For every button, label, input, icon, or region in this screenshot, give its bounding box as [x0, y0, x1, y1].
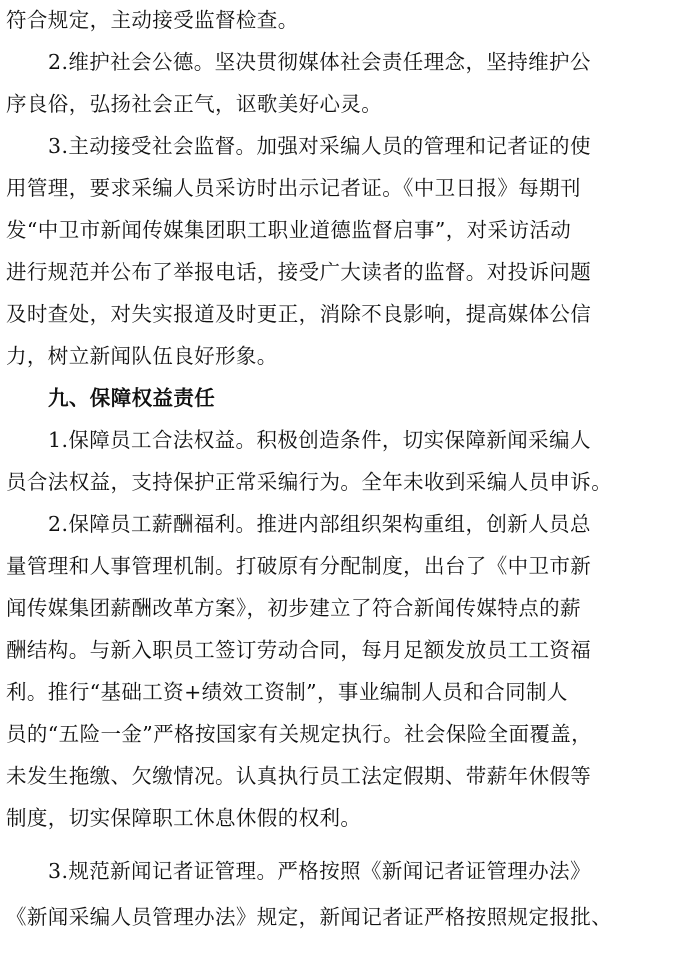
paragraph-line-2: 2.维护社会公德。坚决贯彻媒体社会责任理念，坚持维护公: [48, 50, 591, 74]
text-line-6: 发“中卫市新闻传媒集团职工职业道德监督启事”，对采访活动: [6, 218, 572, 242]
text-line-19: 未发生拖缴、欠缴情况。认真执行员工法定假期、带薪年休假等: [6, 764, 592, 788]
text-line-7: 进行规范并公布了举报电话，接受广大读者的监督。对投诉问题: [6, 260, 592, 284]
text-line-16: 酬结构。与新入职员工签订劳动合同，每月足额发放员工工资福: [6, 638, 592, 662]
paragraph-line-13: 2.保障员工薪酬福利。推进内部组织架构重组，创新人员总: [48, 512, 591, 536]
text-line-22: 《新闻采编人员管理办法》规定，新闻记者证严格按照规定报批、: [6, 905, 613, 929]
text-line-20: 制度，切实保障职工休息休假的权利。: [6, 806, 362, 830]
text-line-17: 利。推行“基础工资+绩效工资制”，事业编制人员和合同制人: [6, 680, 568, 704]
section-heading: 九、保障权益责任: [48, 386, 216, 410]
paragraph-line-4: 3.主动接受社会监督。加强对采编人员的管理和记者证的使: [48, 134, 591, 158]
paragraph-line-21: 3.规范新闻记者证管理。严格按照《新闻记者证管理办法》: [48, 859, 591, 883]
paragraph-line-11: 1.保障员工合法权益。积极创造条件，切实保障新闻采编人: [48, 428, 591, 452]
text-line-9: 力，树立新闻队伍良好形象。: [6, 344, 278, 368]
text-line-18: 员的“五险一金”严格按国家有关规定执行。社会保险全面覆盖，: [6, 722, 593, 746]
text-line-15: 闻传媒集团薪酬改革方案》，初步建立了符合新闻传媒特点的薪: [6, 596, 581, 620]
text-line-5: 用管理，要求采编人员采访时出示记者证。《中卫日报》每期刊: [6, 176, 581, 200]
text-line-12: 员合法权益，支持保护正常采编行为。全年未收到采编人员申诉。: [6, 470, 613, 494]
text-line-3: 序良俗，弘扬社会正气，讴歌美好心灵。: [6, 92, 383, 116]
text-line-14: 量管理和人事管理机制。打破原有分配制度，出台了《中卫市新: [6, 554, 592, 578]
text-line-1: 符合规定，主动接受监督检查。: [6, 8, 299, 32]
text-line-8: 及时查处，对失实报道及时更正，消除不良影响，提高媒体公信: [6, 302, 592, 326]
